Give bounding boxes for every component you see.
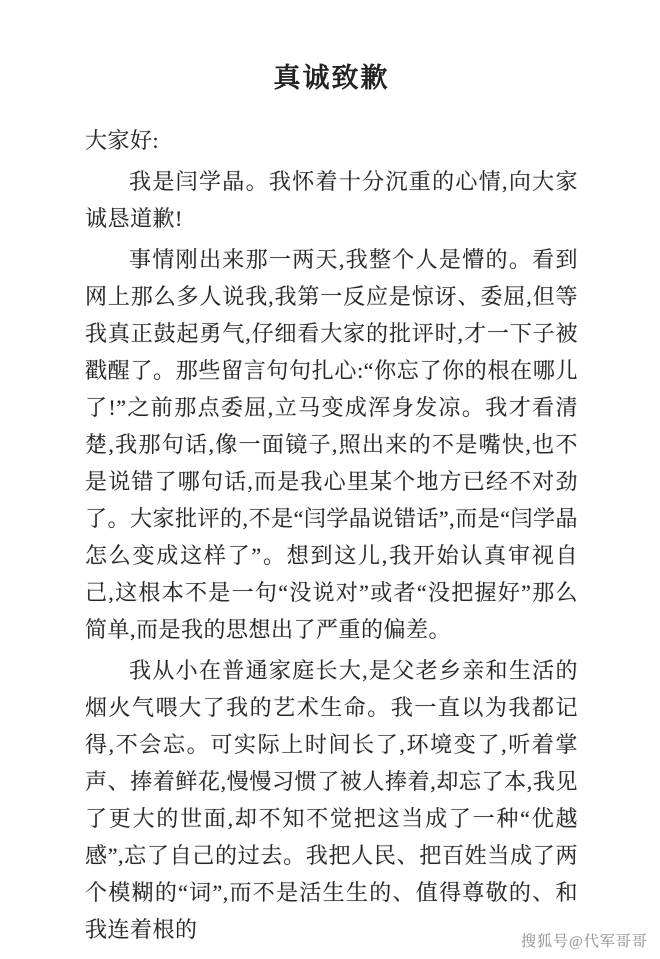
salutation: 大家好:: [85, 128, 160, 153]
paragraph-upbringing-and-lost-roots: 我从小在普通家庭长大,是父老乡亲和生活的烟火气喂大了我的艺术生命。我一直以为我都记得,不会忘。可实际上时间长了,环境变了,听着掌声、捧着鲜花,慢慢习惯了被人捧着,却忘了本,我见了更大的世面,却不知不觉把这当成了一种“优越感”,忘了自己的过去。我把人民、把百姓当成了两个模糊的“词”,而不是活生生的、值得尊敬的、和我连着根的: [85, 658, 578, 942]
document-title: 真诚致歉: [273, 63, 390, 93]
paragraph-apology-statement: 我是闫学晶。我怀着十分沉重的心情,向大家诚恳道歉!: [85, 169, 578, 231]
sohu-account-watermark: 搜狐号@代军哥哥: [521, 934, 648, 950]
paragraph-reflection-on-criticism: 事情刚出来那一两天,我整个人是懵的。看到网上那么多人说我,我第一反应是惊讶、委屈,但等我真正鼓起勇气,仔细看大家的批评时,才一下子被戳醒了。那些留言句句扎心:“你忘了你的根在哪儿了!”之前那点委屈,立马变成浑身发凉。我才看清楚,我那句话,像一面镜子,照出来的不是嘴快,也不是说错了哪句话,而是我心里某个地方已经不对劲了。大家批评的,不是“闫学晶说错话”,而是“闫学晶怎么变成这样了”。想到这儿,我开始认真审视自己,这根本不是一句“没说对”或者“没把握好”那么简单,而是我的思想出了严重的偏差。: [85, 247, 578, 642]
document-body: [85, 122, 578, 948]
